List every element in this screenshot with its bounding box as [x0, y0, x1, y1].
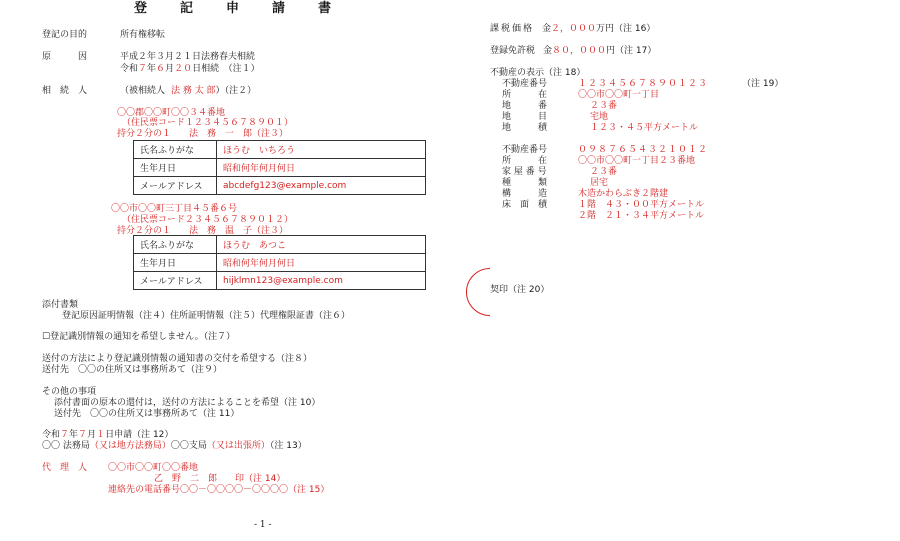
purpose-label: 登記の目的: [42, 30, 88, 40]
heir-deceased: （被相続人 法 務 太 郎）（注２）: [120, 86, 257, 96]
building-value: 〇〇市〇〇町一丁目２３番地: [578, 156, 696, 166]
land-label: 不動産番号: [502, 79, 548, 89]
furigana-value: ほうむ いちろう: [217, 141, 426, 159]
agent-name: 乙 野 二 郎 印（注 14）: [154, 474, 286, 484]
table-row: [134, 254, 426, 272]
agent-address: 〇〇市〇〇町〇〇番地: [108, 463, 199, 473]
page-number: - 1 -: [254, 520, 272, 530]
row-label: 生年月日: [134, 159, 217, 177]
person2-address: 〇〇市〇〇町三丁目４５番６号: [111, 204, 238, 214]
person1-info-table: [133, 140, 426, 195]
building-value: 木造かわらぶき２階建: [578, 189, 669, 199]
license-tax-line: 登録免許税 金８０，０００円（注 17）: [490, 46, 657, 56]
building-label: 所 在: [502, 156, 548, 166]
email-value: hijklmn123@example.com: [217, 272, 426, 290]
purpose-value: 所有権移転: [120, 30, 166, 40]
delivery-line1: 送付の方法により登記識別情報の通知書の交付を希望する（注８）: [42, 354, 313, 364]
person1-address: 〇〇郡〇〇町〇〇３４番地: [117, 108, 226, 118]
agent-label: 代 理 人: [42, 463, 88, 473]
furigana-value: ほうむ あつこ: [217, 236, 426, 254]
land-value: 〇〇市〇〇町一丁目: [578, 90, 660, 100]
building-value: ２３番: [590, 167, 618, 177]
building-value: １階 ４３・００平方メートル: [578, 200, 705, 210]
building-label: 家 屋 番 号: [502, 167, 547, 177]
tax-value-line: 課税価格 金２，０００万円（注 16）: [490, 24, 656, 34]
person2-share: 持分２分の１ 法 務 温 子（注３）: [117, 226, 289, 236]
application-date: 令和７年７月１日申請（注 12）: [42, 430, 174, 440]
email-value: abcdefg123@example.com: [217, 177, 426, 195]
land-value: １２３４５６７８９０１２３: [578, 79, 709, 89]
building-label: 床 面 積: [502, 200, 548, 210]
land-value: 宅地: [590, 112, 609, 122]
agent-phone: 連絡先の電話番号〇〇－〇〇〇〇－〇〇〇〇（注 15）: [108, 485, 330, 495]
building-label: 構 造: [502, 189, 548, 199]
land-label: 地 目: [502, 112, 548, 122]
land-note: （注 19）: [742, 79, 784, 89]
notice-checkbox-line: ☐登記識別情報の通知を希望しません。（注７）: [42, 332, 236, 342]
row-label: メールアドレス: [134, 177, 217, 195]
table-row: [134, 177, 426, 195]
land-label: 所 在: [502, 90, 548, 100]
table-row: [134, 272, 426, 290]
other-line1: 添付書面の原本の還付は，送付の方法によることを希望（注 10）: [54, 398, 321, 408]
delivery-line2: 送付先 〇〇の住所又は事務所あて（注９）: [42, 365, 223, 375]
row-label: 氏名ふりがな: [134, 236, 217, 254]
other-label: その他の事項: [42, 387, 97, 397]
cause-line2: 令和７年６月２０日相続 （注１）: [120, 64, 260, 74]
birthdate-value: 昭和何年何月何日: [217, 254, 426, 272]
person2-info-table: [133, 235, 426, 290]
heir-label: 相 続 人: [42, 86, 88, 96]
page-title: 登 記 申 請 書: [134, 1, 342, 16]
building-value: ０９８７６５４３２１０１２: [578, 145, 709, 155]
row-label: 氏名ふりがな: [134, 141, 217, 159]
attachments-label: 添付書類: [42, 300, 79, 310]
land-label: 地 番: [502, 101, 548, 111]
table-row: [134, 141, 426, 159]
land-value: １２３・４５平方メートル: [590, 123, 699, 133]
other-line2: 送付先 〇〇の住所又は事務所あて（注 11）: [54, 409, 240, 419]
building-label: 種 類: [502, 178, 548, 188]
building-value: ２階 ２１・３４平方メートル: [578, 211, 705, 221]
building-value: 居宅: [590, 178, 609, 188]
person1-resident-code: （住民票コード１２３４５６７８９０１）: [122, 118, 294, 128]
attachments-value: 登記原因証明情報（注４）住所証明情報（注５）代理権限証書（注６）: [62, 311, 351, 321]
property-header: 不動産の表示（注 18）: [490, 68, 586, 78]
seal-label: 契印（注 20）: [490, 285, 550, 295]
registry-office: 〇〇 法務局（又は地方法務局）〇〇支局（又は出張所）（注 13）: [42, 441, 307, 451]
cause-line1: 平成２年３月２１日法務春夫相続: [120, 52, 256, 62]
table-row: [134, 159, 426, 177]
land-value: ２３番: [590, 101, 618, 111]
person1-share: 持分２分の１ 法 務 一 郎（注３）: [117, 129, 289, 139]
building-label: 不動産番号: [502, 145, 548, 155]
row-label: 生年月日: [134, 254, 217, 272]
table-row: [134, 236, 426, 254]
row-label: メールアドレス: [134, 272, 217, 290]
person2-resident-code: （住民票コード２３４５６７８９０１２）: [122, 215, 294, 225]
cause-label: 原 因: [42, 52, 88, 62]
land-label: 地 積: [502, 123, 548, 133]
birthdate-value: 昭和何年何月何日: [217, 159, 426, 177]
